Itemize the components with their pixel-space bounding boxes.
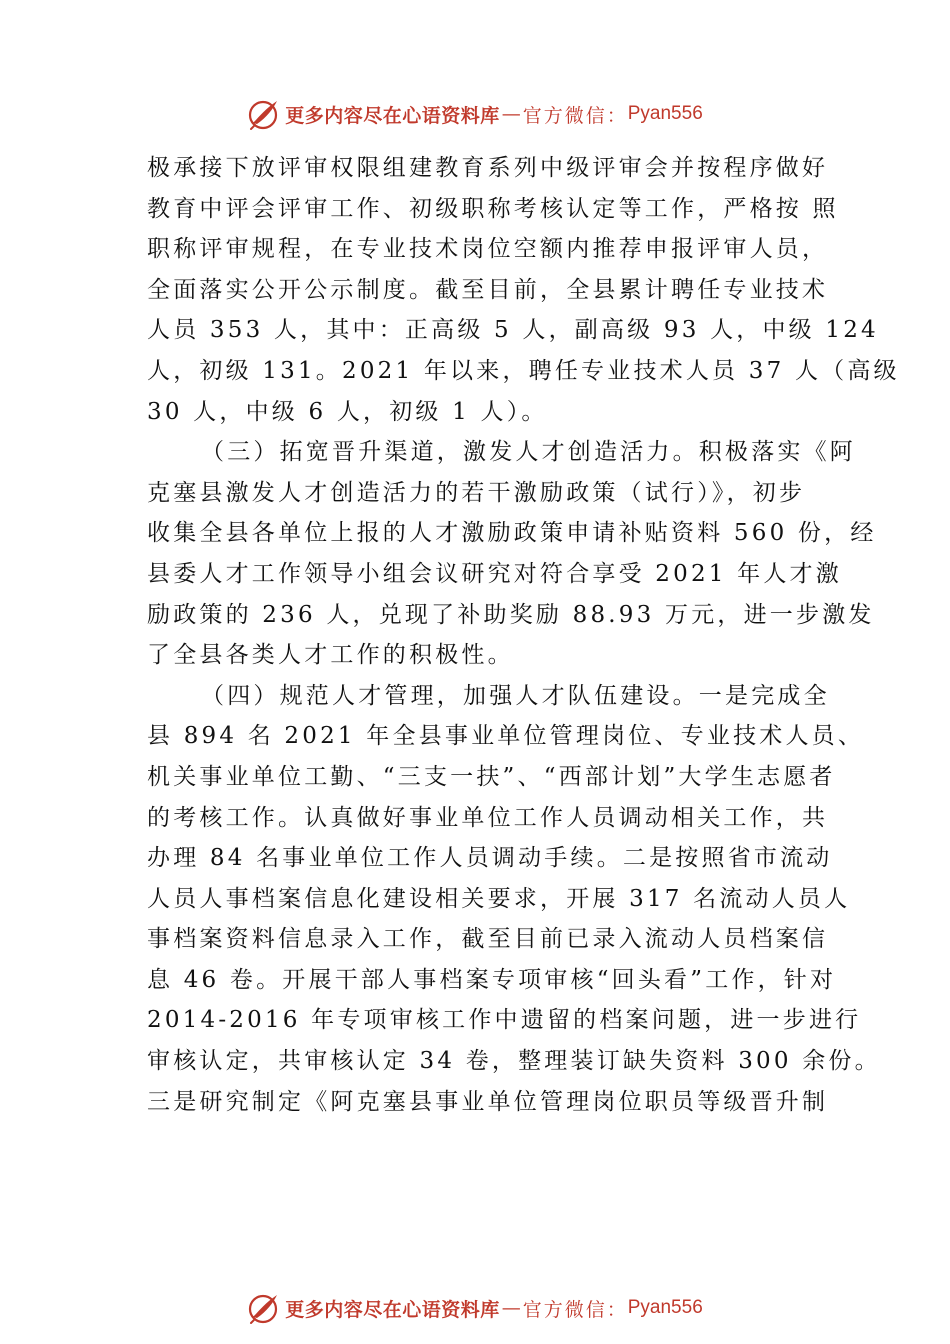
text-line: 2014-2016 年专项审核工作中遗留的档案问题，进一步进行 — [147, 1007, 862, 1034]
text-line: 人员人事档案信息化建设相关要求，开展 317 名流动人员人 — [147, 885, 851, 912]
text-line: 励政策的 236 人，兑现了补助奖励 88.93 万元，进一步激发 — [147, 601, 875, 628]
text-line: 机关事业单位工勤、“三支一扶”、“西部计划”大学生志愿者 — [147, 763, 836, 790]
text-line: 息 46 卷。开展干部人事档案专项审核“回头看”工作，针对 — [147, 966, 837, 993]
banner-brand: 更多内容尽在心语资料库 — [285, 1298, 500, 1321]
banner-official: 官方微信： — [522, 1298, 628, 1321]
banner-brand: 更多内容尽在心语资料库 — [285, 104, 500, 127]
text-line: 事档案资料信息录入工作，截至目前已录入流动人员档案信 — [147, 926, 829, 953]
text-line: 30 人，中级 6 人，初级 1 人）。 — [147, 398, 548, 425]
footer-banner — [0, 1288, 950, 1328]
text-line: 县 894 名 2021 年全县事业单位管理岗位、专业技术人员、 — [147, 723, 865, 750]
banner-official: 官方微信： — [522, 104, 628, 127]
section-heading-line: （四）规范人才管理，加强人才队伍建设。一是完成全 — [201, 682, 830, 709]
text-line: 收集全县各单位上报的人才激励政策申请补贴资料 560 份，经 — [147, 520, 877, 547]
text-line: 人员 353 人，其中：正高级 5 人，副高级 93 人，中级 124 — [147, 317, 879, 344]
section-heading-line: （三）拓宽晋升渠道，激发人才创造活力。积极落实《阿 — [201, 439, 856, 466]
text-line: 克塞县激发人才创造活力的若干激励政策（试行）》，初步 — [147, 479, 806, 506]
text-line: 人，初级 131。2021 年以来，聘任专业技术人员 37 人（高级 — [147, 357, 900, 384]
text-line: 审核认定，共审核认定 34 卷，整理装订缺失资料 300 余份。 — [147, 1048, 881, 1075]
text-line: 的考核工作。认真做好事业单位工作人员调动相关工作，共 — [147, 804, 829, 831]
text-line: 办理 84 名事业单位工作人员调动手续。二是按照省市流动 — [147, 845, 833, 872]
text-line: 全面落实公开公示制度。截至目前，全县累计聘任专业技术 — [147, 276, 829, 303]
banner-dash: — — [501, 103, 521, 125]
text-line: 职称评审规程，在专业技术岗位空额内推荐申报评审人员， — [147, 236, 829, 263]
text-line: 教育中评会评审工作、初级职称考核认定等工作，严格按 照 — [147, 195, 839, 222]
quill-logo-icon — [247, 97, 281, 131]
header-banner — [0, 94, 950, 134]
text-line: 了全县各类人才工作的积极性。 — [147, 642, 514, 669]
text-line: 三是研究制定《阿克塞县事业单位管理岗位职员等级晋升制 — [147, 1088, 829, 1115]
quill-logo-icon — [247, 1291, 281, 1325]
text-line: 极承接下放评审权限组建教育系列中级评审会并按程序做好 — [147, 155, 829, 181]
banner-wechat-id: Pyan556 — [627, 1297, 703, 1318]
text-line: 县委人才工作领导小组会议研究对符合享受 2021 年人才激 — [147, 560, 842, 587]
document-body — [147, 148, 900, 1122]
banner-wechat-id: Pyan556 — [627, 103, 703, 124]
banner-dash: — — [501, 1297, 521, 1319]
